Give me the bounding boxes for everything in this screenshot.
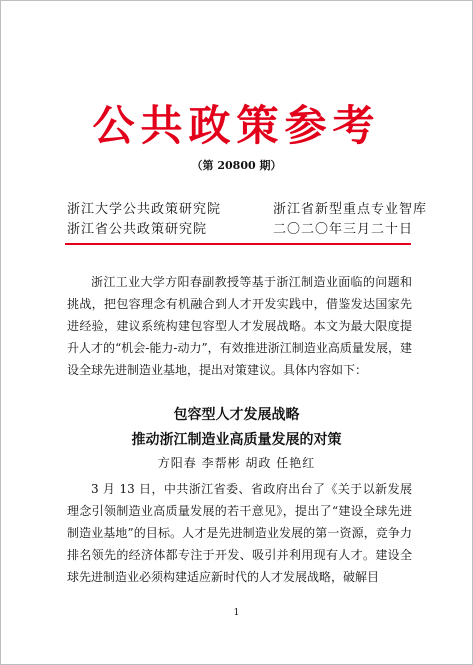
- publication-date: 二〇二〇年三月二十日: [273, 222, 414, 237]
- body-paragraph: 3 月 13 日，中共浙江省委、省政府出台了《关于以新发展理念引领制造业高质量发展的若干意见》，提出了“建设全球先进制造业基地”的目标。人才是先进制造业发展的第一资源，竞争力排名领先的经济体都专注于开发、吸引并利用现有人才。建设全球先进制造业必须构建适应新时代的人才发展战略，破解目: [67, 482, 412, 584]
- masthead-title: 公共政策参考: [92, 101, 381, 150]
- authors: 方阳春 李帮彬 胡政 任艳红: [157, 456, 316, 470]
- publisher-left: [67, 200, 221, 240]
- issue-number: （第 20800 期）: [191, 159, 282, 172]
- page-number: 1: [233, 608, 240, 618]
- think-tank-label: 浙江省新型重点专业智库: [273, 202, 428, 217]
- intro-paragraph: 浙江工业大学方阳春副教授等基于浙江制造业面临的问题和挑战，把包容理念有机融合到人才开发实践中，借鉴发达国家先进经验，建议系统构建包容型人才发展战略。本文为最大限度提升人才的“机会-能力-动力”，有效推进浙江制造业高质量发展，建设全球先进制造业基地，提出对策建议。具体内容如下：: [67, 275, 412, 377]
- article-title-line-2: 推动浙江制造业高质量发展的对策: [131, 432, 342, 448]
- header-divider: [65, 243, 411, 245]
- publisher-name-2: 浙江省公共政策研究院: [67, 222, 208, 237]
- publisher-name-1: 浙江大学公共政策研究院: [67, 202, 222, 217]
- article-title-line-1: 包容型人才发展战略: [173, 407, 300, 423]
- publisher-right: [273, 200, 427, 240]
